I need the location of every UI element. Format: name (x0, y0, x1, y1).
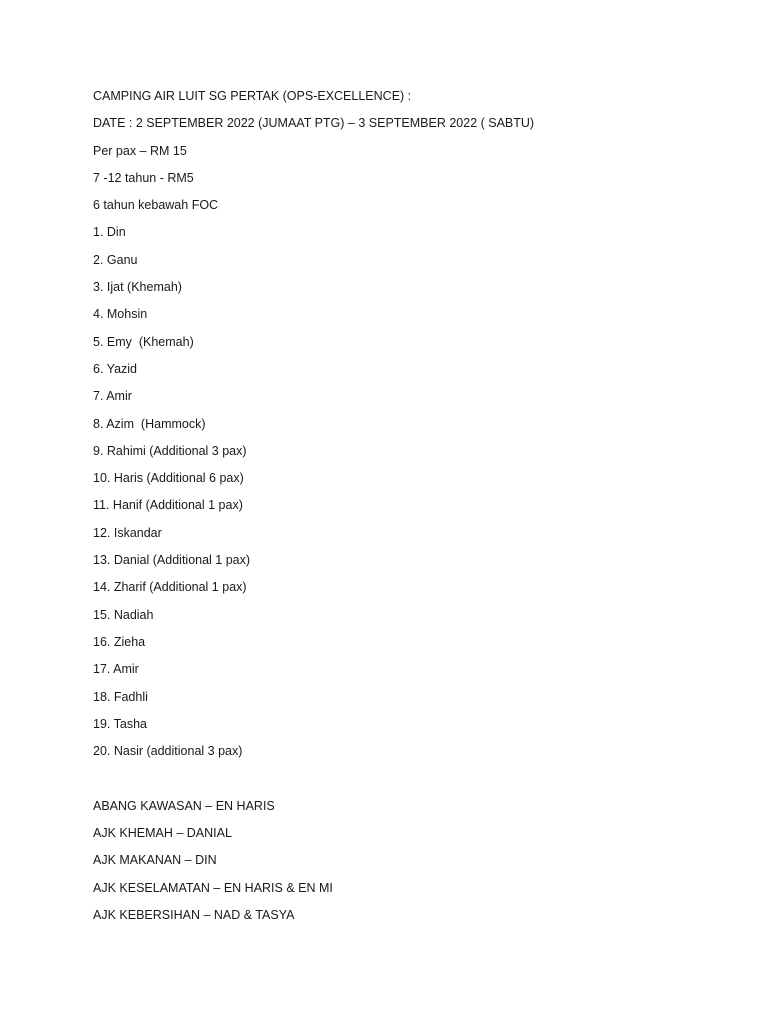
participant-item: 9. Rahimi (Additional 3 pax) (93, 443, 247, 458)
participant-item: 20. Nasir (additional 3 pax) (93, 744, 243, 759)
participant-item: 12. Iskandar (93, 525, 162, 540)
participant-item: 7. Amir (93, 389, 132, 404)
participant-item: 10. Haris (Additional 6 pax) (93, 471, 244, 486)
participant-item: 13. Danial (Additional 1 pax) (93, 553, 251, 568)
section-spacer (93, 769, 733, 796)
participant-item: 3. Ijat (Khemah) (93, 280, 182, 295)
participant-item: 15. Nadiah (93, 607, 154, 622)
document-body (93, 87, 733, 933)
participant-item: 2. Ganu (93, 252, 138, 267)
committee-item: AJK KESELAMATAN – EN HARIS & EN MI (93, 880, 333, 895)
participant-item: 8. Azim (Hammock) (93, 416, 206, 431)
participant-item: 18. Fadhli (93, 689, 148, 704)
price-child: 7 -12 tahun - RM5 (93, 170, 194, 185)
committee-item: AJK MAKANAN – DIN (93, 853, 217, 868)
committee-item: ABANG KAWASAN – EN HARIS (93, 798, 275, 813)
participant-item: 11. Hanif (Additional 1 pax) (93, 498, 243, 513)
participant-item: 4. Mohsin (93, 307, 148, 322)
price-adult: Per pax – RM 15 (93, 143, 187, 158)
participant-item: 6. Yazid (93, 361, 138, 376)
participant-item: 1. Din (93, 225, 126, 240)
participant-item: 5. Emy (Khemah) (93, 334, 194, 349)
participant-item: 19. Tasha (93, 716, 147, 731)
committee-item: AJK KHEMAH – DANIAL (93, 826, 232, 841)
participant-item: 14. Zharif (Additional 1 pax) (93, 580, 247, 595)
participant-item: 16. Zieha (93, 634, 146, 649)
committee-item: AJK KEBERSIHAN – NAD & TASYA (93, 907, 295, 922)
document-title: CAMPING AIR LUIT SG PERTAK (OPS-EXCELLENCE) : (93, 89, 412, 103)
participant-item: 17. Amir (93, 662, 139, 677)
event-date: DATE : 2 SEPTEMBER 2022 (JUMAAT PTG) – 3 SEPTEMBER 2022 ( SABTU) (93, 116, 535, 131)
price-infant: 6 tahun kebawah FOC (93, 198, 219, 213)
